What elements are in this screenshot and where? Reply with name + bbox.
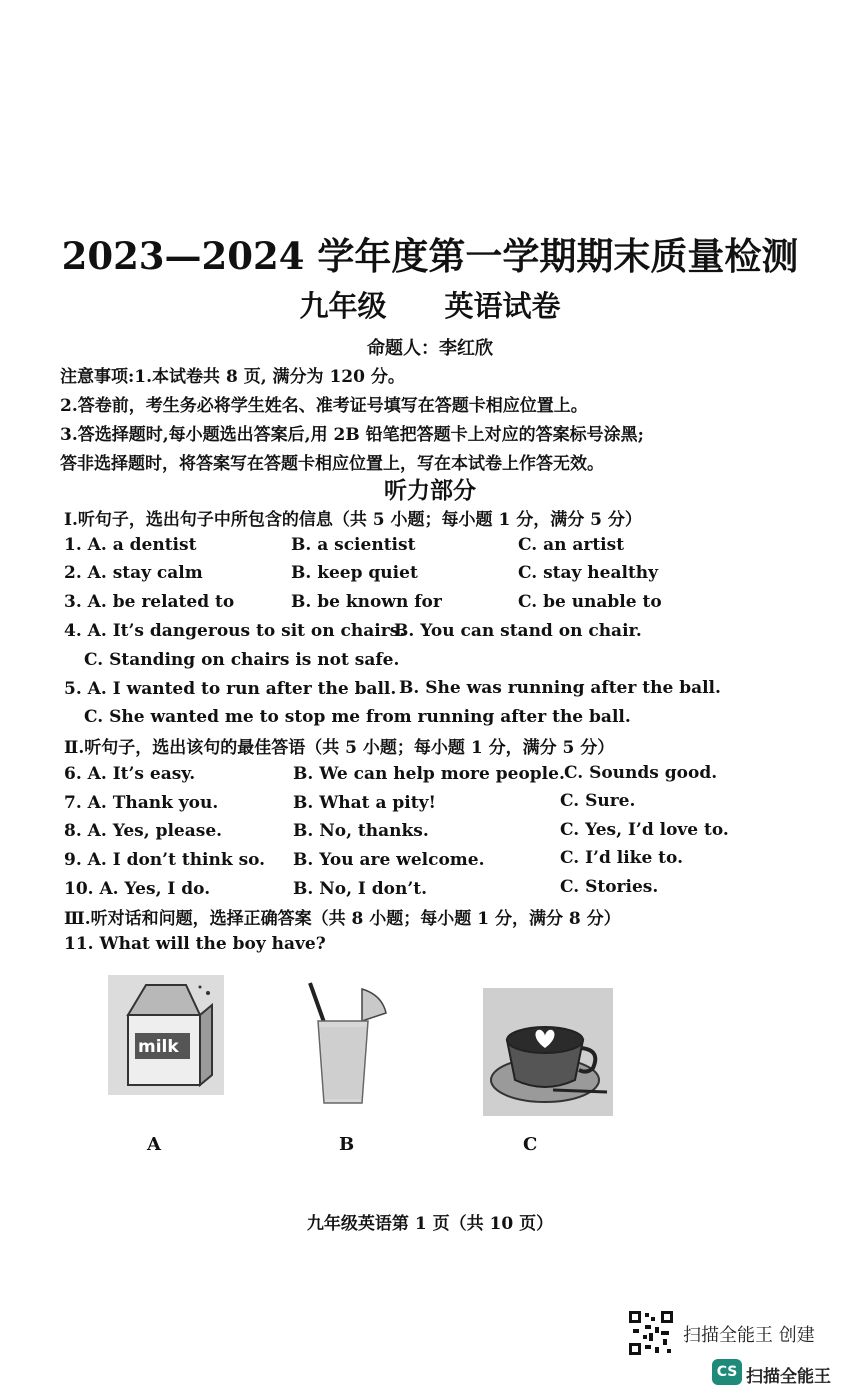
q3-option-c: C. be unable to <box>518 592 662 612</box>
q2-option-c: C. stay healthy <box>518 563 659 583</box>
q5-option-a: 5. A. I wanted to run after the ball. <box>64 679 397 699</box>
picture-label-a: A <box>147 1134 161 1155</box>
note-line-4: 答非选择题时，将答案写在答题卡相应位置上，写在本试卷上作答无效。 <box>60 454 604 474</box>
subject-label: 英语试卷 <box>444 289 561 323</box>
q8-option-b: B. No, thanks. <box>293 821 429 841</box>
scanner-brand-text: 扫描全能王 <box>746 1367 831 1387</box>
q4-option-c: C. Standing on chairs is not safe. <box>84 650 400 670</box>
picture-label-b: B <box>339 1134 355 1155</box>
q2-option-a: 2. A. stay calm <box>64 563 203 583</box>
q6-option-b: B. We can help more people. <box>293 764 565 784</box>
q4-option-b: B. You can stand on chair. <box>394 621 642 641</box>
coffee-cup-icon <box>483 988 613 1116</box>
q7-option-b: B. What a pity! <box>293 793 436 813</box>
q3-option-b: B. be known for <box>291 592 442 612</box>
q6-option-a: 6. A. It’s easy. <box>64 764 196 784</box>
part1-instruction: Ⅰ.听句子，选出句子中所包含的信息（共 5 小题；每小题 1 分，满分 5 分） <box>64 510 642 530</box>
milk-carton-image <box>108 975 224 1095</box>
q11-question: 11. What will the boy have? <box>64 934 326 954</box>
q1-option-b: B. a scientist <box>291 535 416 555</box>
part2-instruction: Ⅱ.听句子，选出该句的最佳答语（共 5 小题；每小题 1 分，满分 5 分） <box>64 738 615 758</box>
juice-glass-icon <box>300 975 395 1105</box>
q6-option-c: C. Sounds good. <box>564 763 718 783</box>
note-line-3: 3.答选择题时,每小题选出答案后,用 2B 铅笔把答题卡上对应的答案标号涂黑; <box>60 425 644 445</box>
q2-option-b: B. keep quiet <box>291 563 418 583</box>
q1-option-c: C. an artist <box>518 535 625 555</box>
scanner-watermark-text: 扫描全能王 创建 <box>683 1325 815 1346</box>
q5-option-b: B. She was running after the ball. <box>399 678 721 698</box>
exam-subtitle <box>0 284 860 325</box>
q9-option-a: 9. A. I don’t think so. <box>64 850 266 870</box>
q8-option-c: C. Yes, I’d love to. <box>560 820 729 840</box>
listening-heading: 听力部分 <box>384 477 476 504</box>
q1-option-a: 1. A. a dentist <box>64 535 197 555</box>
coffee-cup-image <box>483 988 613 1116</box>
juice-glass-image <box>300 975 395 1105</box>
note-line-2: 2.答卷前，考生务必将学生姓名、准考证号填写在答题卡相应位置上。 <box>60 396 588 416</box>
q10-option-a: 10. A. Yes, I do. <box>64 879 211 899</box>
q7-option-c: C. Sure. <box>560 791 636 811</box>
q9-option-b: B. You are welcome. <box>293 850 485 870</box>
grade-label: 九年级 <box>299 289 387 323</box>
author-line: 命题人：李红欣 <box>367 338 493 359</box>
milk-text: milk <box>138 1037 179 1057</box>
q4-option-a: 4. A. It’s dangerous to sit on chairs. <box>64 621 406 641</box>
cs-logo-icon: CS <box>712 1359 742 1385</box>
exam-title: 2023—2024 学年度第一学期期末质量检测 <box>61 234 799 278</box>
q3-option-a: 3. A. be related to <box>64 592 235 612</box>
q9-option-c: C. I’d like to. <box>560 848 683 868</box>
q10-option-c: C. Stories. <box>560 877 659 897</box>
q7-option-a: 7. A. Thank you. <box>64 793 219 813</box>
page-footer: 九年级英语第 1 页（共 10 页） <box>306 1214 554 1234</box>
note-line-1: 注意事项:1.本试卷共 8 页, 满分为 120 分。 <box>60 367 405 387</box>
part3-instruction: Ⅲ.听对话和问题，选择正确答案（共 8 小题；每小题 1 分，满分 8 分） <box>64 909 621 929</box>
qr-code-icon <box>629 1311 673 1355</box>
q8-option-a: 8. A. Yes, please. <box>64 821 223 841</box>
q5-option-c: C. She wanted me to stop me from running after the ball. <box>84 707 631 727</box>
milk-carton-icon <box>108 975 224 1095</box>
picture-label-c: C <box>523 1134 538 1155</box>
q10-option-b: B. No, I don’t. <box>293 879 428 899</box>
